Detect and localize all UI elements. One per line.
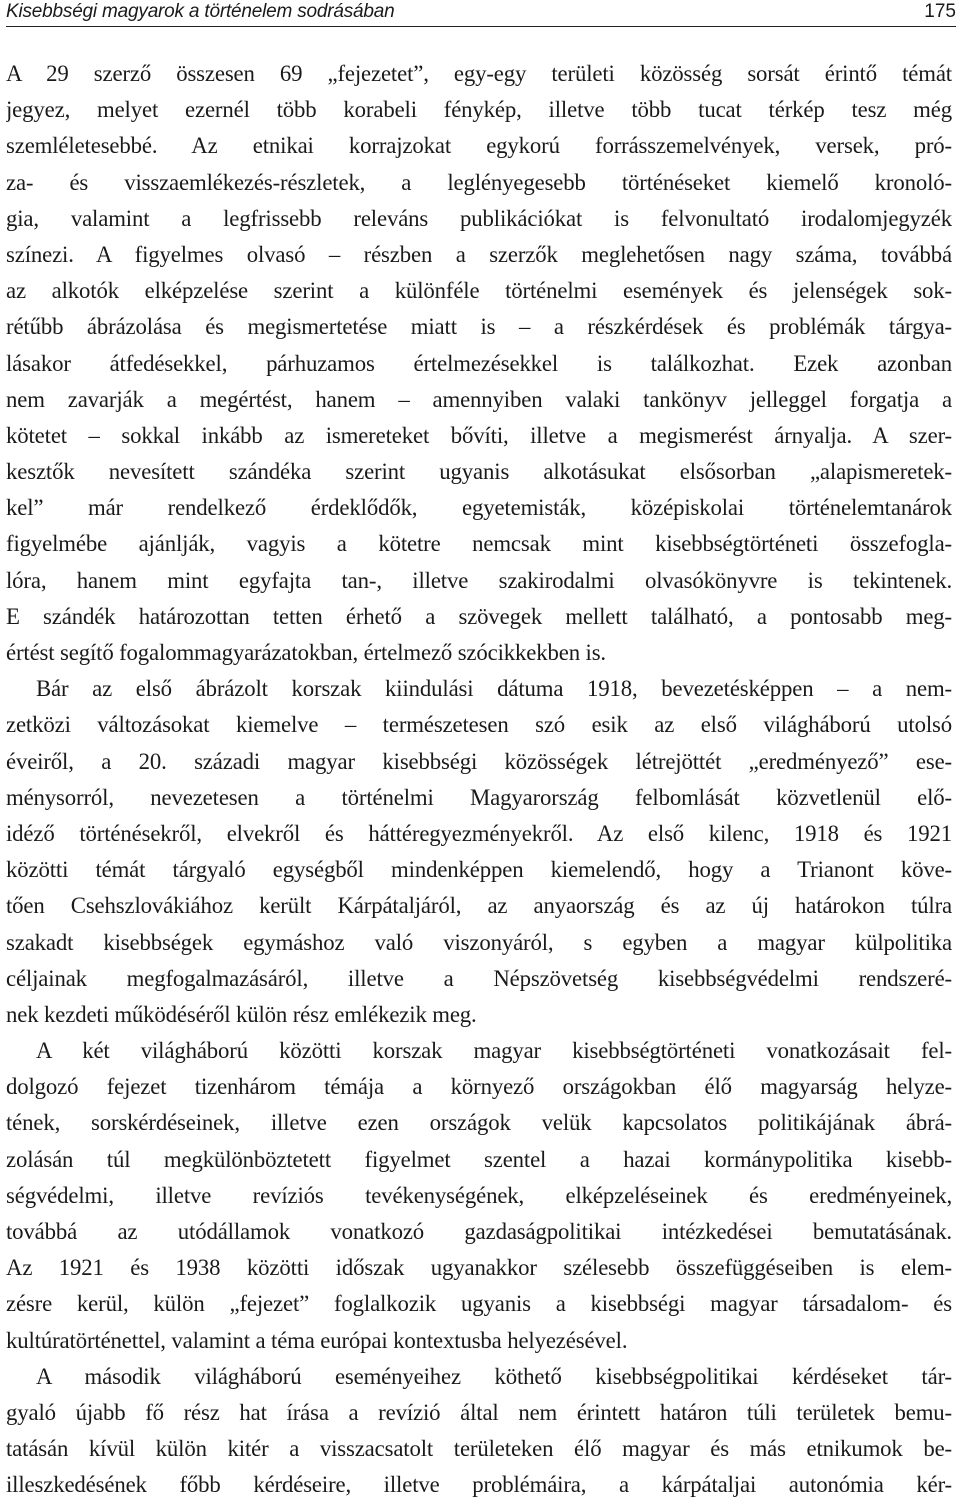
text-line: színezi. A figyelmes olvasó – részben a szerzők meglehetősen nagy száma, továbbá bbox=[6, 241, 952, 267]
text-line: kesztők nevesített szándéka szerint ugyanis alkotásukat elsősorban „alapismeretek- bbox=[6, 459, 952, 485]
text-line: kultúratörténettel, valamint a téma európai kontextusba helyezésével. bbox=[6, 1327, 628, 1353]
text-line: tének, sorskérdéseinek, illetve ezen országok velük kapcsolatos politikájának ábrá- bbox=[6, 1110, 952, 1136]
text-line: zésre kerül, külön „fejezet” foglalkozik ugyanis a kisebbségi magyar társadalom- és bbox=[6, 1291, 952, 1317]
text-line: nem zavarják a megértést, hanem – amennyiben valaki tankönyv jelleggel forgatja a bbox=[6, 386, 952, 412]
text-line: A második világháború eseményeihez köthető kisebbségpolitikai kérdéseket tár- bbox=[36, 1363, 952, 1389]
text-line: Bár az első ábrázolt korszak kiindulási dátuma 1918, bevezetésképpen – a nem- bbox=[36, 676, 952, 702]
text-line: A két világháború közötti korszak magyar kisebbségtörténeti vonatkozásait fel- bbox=[36, 1038, 952, 1064]
text-line: az alkotók elképzelése szerint a különféle történelmi események és jelenségek sok- bbox=[6, 278, 952, 304]
text-line: ségvédelmi, illetve revíziós tevékenységének, elképzeléseinek és eredményeinek, bbox=[6, 1182, 952, 1208]
text-line: A 29 szerző összesen 69 „fejezetet”, egy-egy területi közösség sorsát érintő témát bbox=[6, 61, 952, 86]
text-line: jegyez, melyet ezernél több korabeli fénykép, illetve több tucat térkép tesz még bbox=[6, 97, 952, 123]
text-line: illeszkedésének főbb kérdéseire, illetve problémáira, a kárpátaljai autonómia kér- bbox=[6, 1472, 952, 1498]
text-line: lóra, hanem mint egyfajta tan-, illetve szakirodalmi olvasókönyvre is tekintenek. bbox=[6, 567, 952, 593]
paragraph bbox=[6, 671, 952, 1033]
text-line: szemléletesebbé. Az etnikai korrajzokat egykorú forrásszemelvények, versek, pró- bbox=[6, 133, 952, 159]
text-line: dolgozó fejezet tizenhárom témája a környező országokban élő magyarság helyze- bbox=[6, 1074, 952, 1100]
text-line: za- és visszaemlékezés-részletek, a leglényegesebb történéseket kiemelő kronoló- bbox=[6, 169, 952, 195]
paragraph bbox=[6, 1033, 952, 1359]
text-line: idéző történésekről, elvekről és háttéregyezményekről. Az első kilenc, 1918 és 1921 bbox=[6, 820, 952, 846]
text-line: éveiről, a 20. századi magyar kisebbségi közösségek létrejöttét „eredményező” ese- bbox=[6, 748, 952, 774]
text-line: tően Csehszlovákiához került Kárpátaljáról, az anyaország és az új határokon túlra bbox=[6, 893, 952, 919]
running-header-title: Kisebbségi magyarok a történelem sodrásában bbox=[6, 1, 395, 22]
text-line: kötetet – sokkal inkább az ismereteket bővíti, illetve a megismerést árnyalja. A szer- bbox=[6, 422, 952, 448]
text-line: lásakor átfedésekkel, párhuzamos értelmezésekkel is találkozhat. Ezek azonban bbox=[6, 350, 952, 376]
text-line: zolásán túl megkülönböztetett figyelmet szentel a hazai kormánypolitika kisebb- bbox=[6, 1146, 952, 1172]
running-header bbox=[6, 0, 956, 27]
paragraph bbox=[6, 56, 952, 671]
text-line: E szándék határozottan tetten érhető a szövegek mellett található, a pontosabb meg- bbox=[6, 603, 952, 629]
page-number: 175 bbox=[924, 1, 956, 22]
text-line: zetközi változásokat kiemelve – természetesen szó esik az első világháború utolsó bbox=[6, 712, 952, 738]
text-line: kel” már rendelkező érdeklődők, egyetemisták, középiskolai történelemtanárok bbox=[6, 495, 952, 521]
text-line: céljainak megfogalmazásáról, illetve a Népszövetség kisebbségvédelmi rendszeré- bbox=[6, 965, 952, 991]
text-line: gia, valamint a legfrissebb releváns publikációkat is felvonultató irodalomjegyzék bbox=[6, 205, 952, 231]
text-line: értést segítő fogalommagyarázatokban, értelmező szócikkekben is. bbox=[6, 640, 606, 665]
text-line: rétűbb ábrázolása és megismertetése miatt is – a részkérdések és problémák tárgya- bbox=[6, 314, 952, 340]
text-line: nek kezdeti működéséről külön rész emlékezik meg. bbox=[6, 1001, 477, 1027]
text-line: ménysorról, nevezetesen a történelmi Magyarország felbomlását közvetlenül elő- bbox=[6, 784, 952, 810]
text-line: továbbá az utódállamok vonatkozó gazdaságpolitikai intézkedései bemutatásának. bbox=[6, 1219, 952, 1244]
text-line: figyelmébe ajánlják, vagyis a kötetre nemcsak mint kisebbségtörténeti összefogla- bbox=[6, 531, 952, 557]
text-line: Az 1921 és 1938 közötti időszak ugyanakkor szélesebb összefüggéseiben is elem- bbox=[6, 1255, 952, 1281]
text-line: gyaló újabb fő rész hat írása a revízió által nem érintett határon túli területek bemu- bbox=[6, 1399, 952, 1425]
text-line: közötti témát tárgyaló egységből mindenképpen kiemelendő, hogy a Trianont köve- bbox=[6, 857, 952, 883]
text-line: tatásán kívül külön kitér a visszacsatolt területeken élő magyar és más etnikumok be- bbox=[6, 1436, 952, 1462]
body-text bbox=[6, 56, 952, 1504]
paragraph bbox=[6, 1359, 952, 1504]
text-line: szakadt kisebbségek egymáshoz való viszonyáról, s egyben a magyar külpolitika bbox=[6, 929, 952, 955]
